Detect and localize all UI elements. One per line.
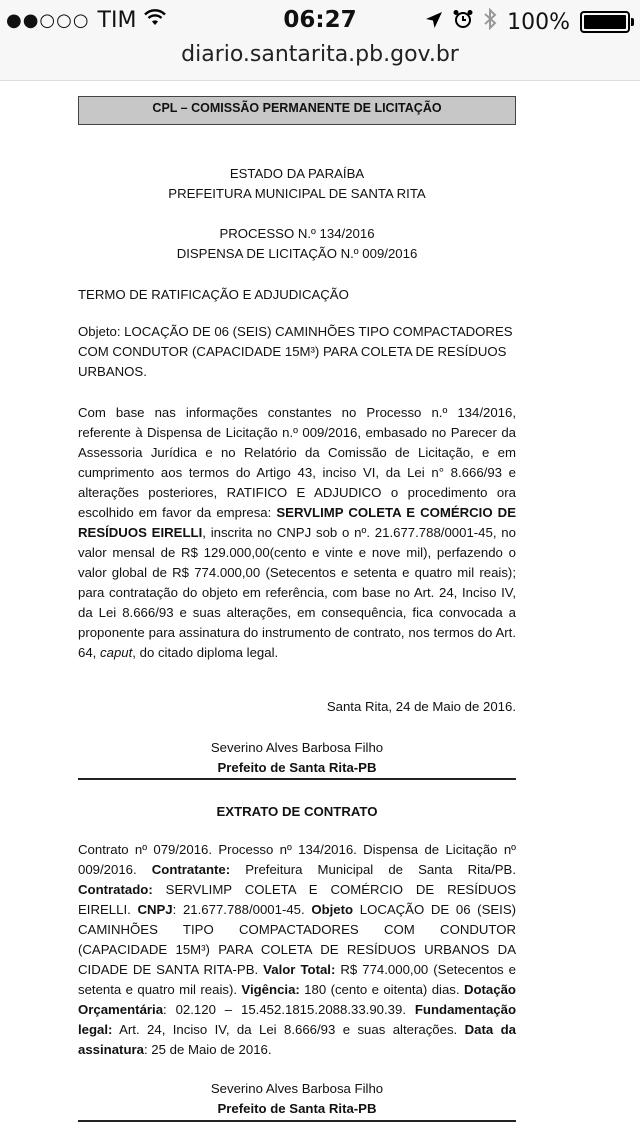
body-text-3: , do citado diploma legal. bbox=[132, 645, 279, 660]
extrato-text-8: : 02.120 – 15.452.1815.2088.33.90.39. bbox=[163, 1002, 415, 1017]
status-time: 06:27 bbox=[283, 7, 357, 33]
signal-strength-icon: ●●○○○ bbox=[6, 10, 90, 31]
alarm-icon bbox=[453, 9, 473, 35]
dispensa-heading: DISPENSA DE LICITAÇÃO N.º 009/2016 bbox=[176, 246, 418, 261]
termo-heading: TERMO DE RATIFICAÇÃO E ADJUDICAÇÃO bbox=[78, 287, 349, 302]
company-name: SERVLIMP COLETA E COMÉRCIO DE RESÍDUOS EIRELLI bbox=[78, 505, 516, 540]
processo-heading: PROCESSO N.º 134/2016 bbox=[219, 226, 375, 241]
estado-heading: ESTADO DA PARAÍBA bbox=[229, 166, 365, 181]
extrato-text-4: : 21.677.788/0001-45. bbox=[172, 902, 312, 917]
url-text[interactable]: diario.santarita.pb.gov.br bbox=[181, 42, 459, 67]
status-right bbox=[425, 8, 630, 36]
cnpj-label: CNPJ bbox=[137, 902, 173, 917]
fundamentacao-label: Fundamentação legal: bbox=[78, 1002, 516, 1037]
extrato-text-3: SERVLIMP COLETA E COMÉRCIO DE RESÍDUOS EIRELLI. bbox=[78, 882, 516, 917]
extrato-text-7: 180 (cento e oitenta) dias. bbox=[299, 982, 464, 997]
battery-icon bbox=[580, 11, 630, 33]
body-text-1: Com base nas informações constantes no Processo n.º 134/2016, referente à Dispensa de Licitação n.º 009/2016, embasado no Parecer da Assessoria Jurídica e no Relatório da Comissão de Licitação, e em cumprimento aos termos do Artigo 43, inciso VI, da Lei n° 8.666/93 e alterações posteriores, RATIFICO E ADJUDICO o procedimento ora escolhido em favor da empresa: bbox=[78, 405, 516, 520]
extrato-text-6: R$ 774.000,00 (Setecentos e setenta e quatro mil reais). bbox=[78, 962, 516, 997]
signer-title: Prefeito de Santa Rita-PB bbox=[217, 760, 377, 775]
data-assinatura-label: Data da assinatura bbox=[78, 1022, 516, 1057]
extrato-title: EXTRATO DE CONTRATO bbox=[216, 804, 378, 819]
contratante-label: Contratante: bbox=[151, 862, 231, 877]
signer2-title: Prefeito de Santa Rita-PB bbox=[217, 1101, 377, 1116]
signer-name: Severino Alves Barbosa Filho bbox=[210, 740, 384, 755]
dotacao-label: Dotação Orçamentária bbox=[78, 982, 516, 1017]
battery-percent: 100% bbox=[507, 9, 570, 35]
location-arrow-icon bbox=[425, 10, 443, 35]
vigencia-label: Vigência: bbox=[241, 982, 300, 997]
divider bbox=[78, 778, 516, 780]
extrato-text-9: Art. 24, Inciso IV, da Lei 8.666/93 e suas alterações. bbox=[112, 1022, 465, 1037]
bluetooth-icon bbox=[483, 8, 497, 36]
ratification-paragraph bbox=[78, 403, 516, 663]
section-title-box: CPL – COMISSÃO PERMANENTE DE LICITAÇÃO bbox=[78, 96, 516, 125]
carrier-label: TIM bbox=[97, 8, 137, 33]
objeto-label: Objeto bbox=[311, 902, 354, 917]
valor-label: Valor Total: bbox=[263, 962, 336, 977]
body-text-2: , inscrita no CNPJ sob o nº. 21.677.788/0001-45, no valor mensal de R$ 129.000,00(cento e vinte e nove mil), perfazendo o valor global de R$ 774.000,00 (Setecentos e setenta e quatro mil reais); para contratação do objeto em referência, com base no Art. 24, Inciso IV, da Lei 8.666/93 e suas alterações, em consequência, fica convocada a proponente para assinatura do instrumento de contrato, nos termos do Art. 64, bbox=[78, 525, 516, 660]
contratado-label: Contratado: bbox=[78, 882, 153, 897]
extrato-text-2: Prefeitura Municipal de Santa Rita/PB. bbox=[230, 862, 516, 877]
extrato-paragraph bbox=[78, 840, 516, 1060]
objeto-paragraph: Objeto: LOCAÇÃO DE 06 (SEIS) CAMINHÕES TIPO COMPACTADORES COM CONDUTOR (CAPACIDADE 15M³) PARA COLETA DE RESÍDUOS URBANOS. bbox=[78, 324, 513, 379]
extrato-text-10: : 25 de Maio de 2016. bbox=[143, 1042, 272, 1057]
address-bar[interactable] bbox=[0, 40, 640, 81]
extrato-text-1: Contrato nº 079/2016. Processo nº 134/2016. Dispensa de Licitação nº 009/2016. bbox=[78, 842, 516, 877]
extrato-text-5: LOCAÇÃO DE 06 (SEIS) CAMINHÕES TIPO COMPACTADORES COM CONDUTOR (CAPACIDADE 15M³) PARA COLETA DE RESÍDUOS URBANOS DA CIDADE DE SANTA RITA-PB. bbox=[78, 902, 517, 977]
caput-text: caput bbox=[100, 645, 133, 660]
battery-fill bbox=[584, 15, 626, 29]
signer2-name: Severino Alves Barbosa Filho bbox=[210, 1081, 384, 1096]
status-bar bbox=[0, 0, 640, 40]
prefeitura-heading: PREFEITURA MUNICIPAL DE SANTA RITA bbox=[168, 186, 426, 201]
date-line: Santa Rita, 24 de Maio de 2016. bbox=[326, 699, 516, 714]
divider-bottom bbox=[78, 1120, 516, 1122]
